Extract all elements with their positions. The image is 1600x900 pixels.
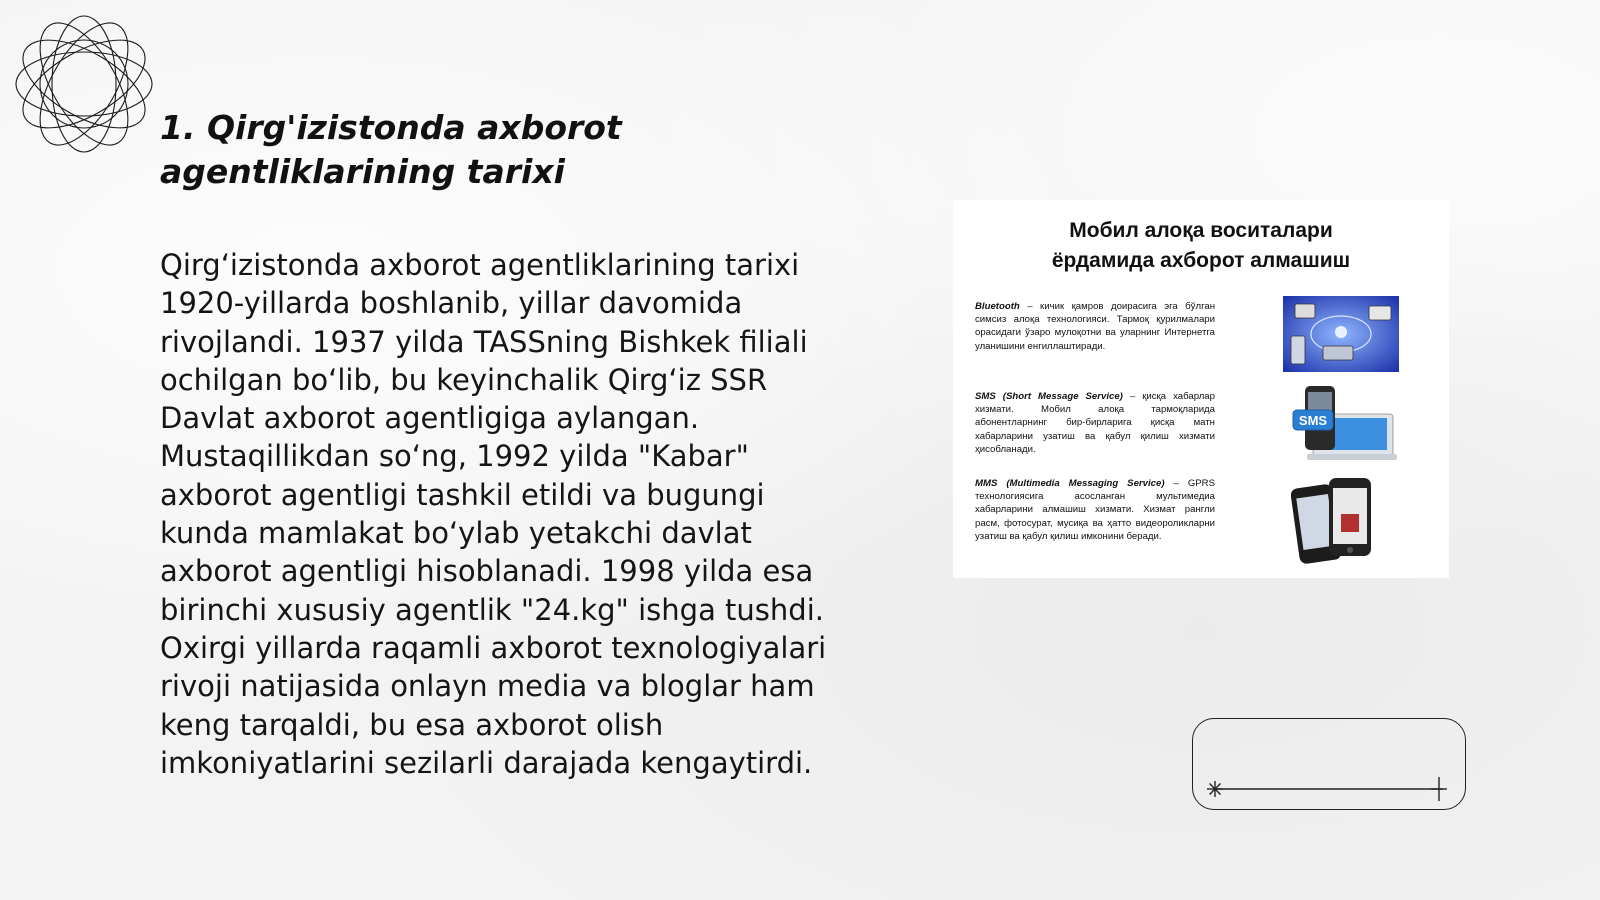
bluetooth-text: – кичик қамров доирасига эга бўлган симсиз алоқа технологияси. Тармоқ қурилмалари орасидаги ўзаро мулоқотни ва уларнинг Интернетга уланишини енгиллаштиради. (975, 301, 1215, 352)
plus-star-icon (1431, 777, 1447, 801)
mobile-communication-figure (953, 200, 1449, 578)
smartphones-icon (1291, 476, 1381, 564)
sms-badge-label: SMS (1298, 413, 1328, 428)
mms-text: – GPRS технологиясига асосланган мультимедиа хабарларини алмашиш хизмати. Хизмат рангли расм, фотосурат, мусиқа ва ҳатто видеороликларни узатиш ва қабул қилиш имконини беради. (975, 478, 1216, 542)
sms-phone-icon (1285, 384, 1397, 464)
sparkle-icon (1207, 781, 1223, 797)
mms-description (975, 477, 1215, 543)
sms-term: SMS (Short Message Service) (975, 391, 1123, 402)
bluetooth-term: Bluetooth (975, 301, 1020, 312)
wireless-devices-icon (1283, 296, 1399, 372)
body-paragraph: Qirg‘izistonda axborot agentliklarining tarixi 1920-yillarda boshlanib, yillar davomida rivojlandi. 1937 yilda TASSning Bishkek filiali ochilgan bo‘lib, bu keyinchalik Qirg‘iz SSR Davlat axborot agentligiga aylangan. Mustaqillikdan so‘ng, 1992 yilda "Kabar" axborot agentligi tashkil etildi va bugungi kunda mamlakat bo‘ylab yetakchi davlat axborot agentligi hisoblanadi. 1998 yilda esa birinchi xususiy agentlik "24.kg" ishga tushdi. Oxirgi yillarda raqamli axborot texnologiyalari rivoji natijasida onlayn media va bloglar ham keng tarqaldi, bu esa axborot olish imkoniyatlarini sezilarli darajada kengaytirdi. (160, 248, 827, 780)
figure-title-line-2: ёрдамида ахборот алмашиш (1051, 249, 1351, 272)
decorative-frame (1192, 718, 1466, 810)
slide-title: 1. Qirg'izistonda axborot agentliklarining tarixi (160, 108, 622, 191)
orbital-rings-icon (10, 10, 158, 158)
decorative-line (1193, 719, 1467, 811)
bluetooth-description (975, 300, 1215, 353)
figure-title-line-1: Мобил алоқа воситалари (1069, 219, 1333, 242)
figure-title (953, 216, 1449, 276)
sms-text: – қисқа хабарлар хизмати. Мобил алоқа тармоқларида абонентларнинг бир-бирларига қисқа матн хабарларини узатиш ва қабул қилиш хизмати ҳисобланади. (975, 391, 1215, 455)
mms-term: MMS (Multimedia Messaging Service) (975, 478, 1165, 489)
sms-description (975, 390, 1215, 456)
